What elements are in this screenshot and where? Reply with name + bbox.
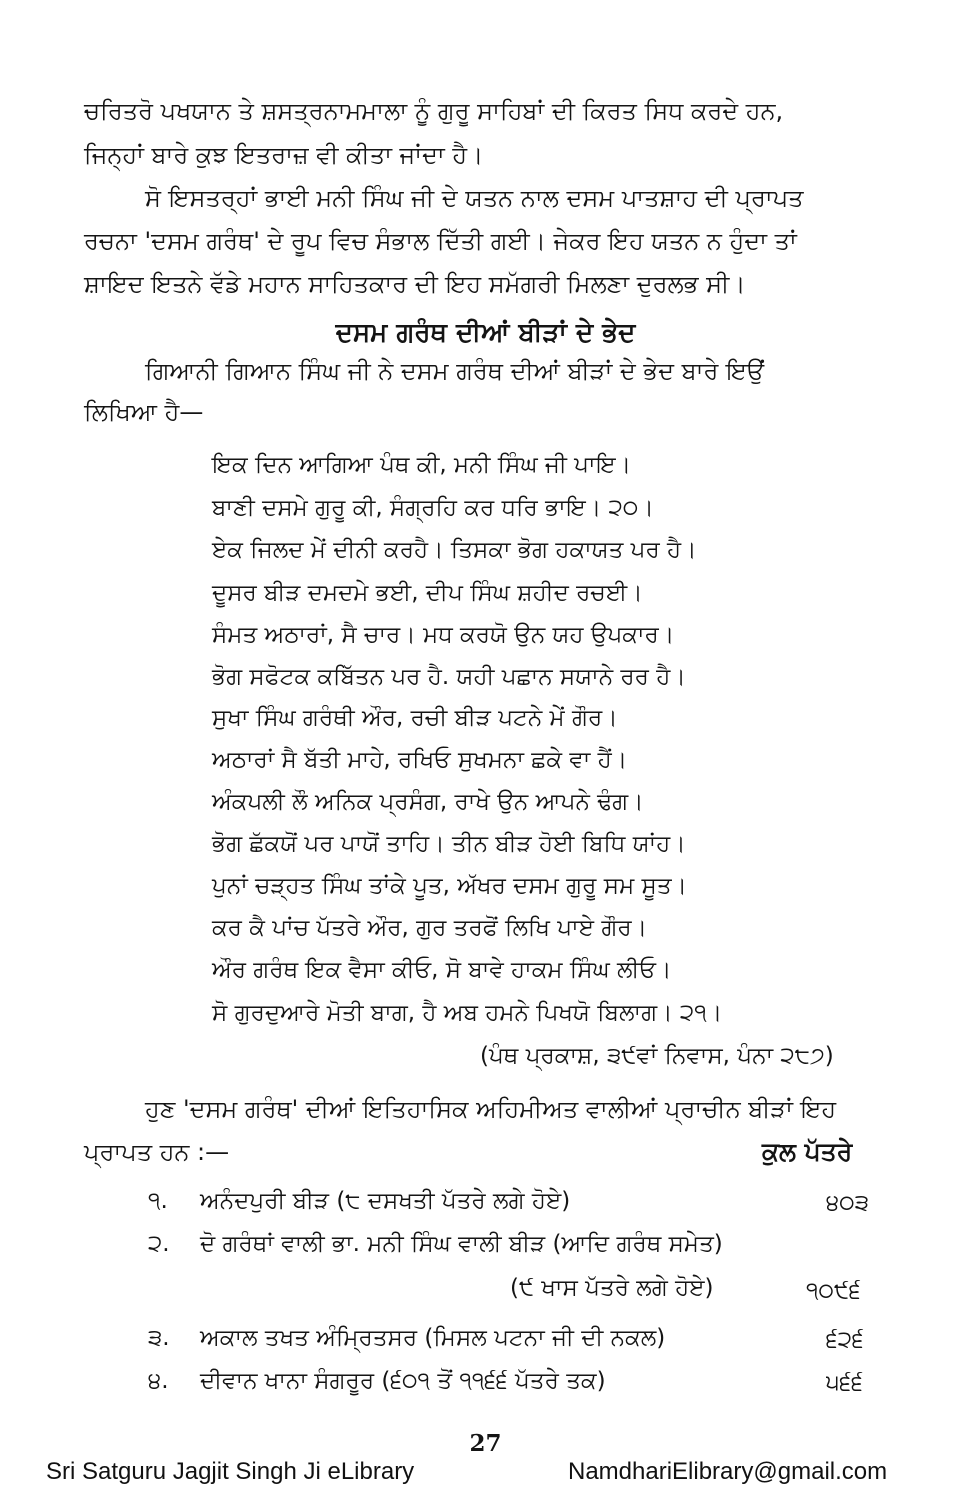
paragraph-line: ਸੋ ਇਸਤਰ੍ਹਾਂ ਭਾਈ ਮਨੀ ਸਿੰਘ ਜੀ ਦੇ ਯਤਨ ਨਾਲ ਦਸਮ ਪਾਤਸ਼ਾਹ ਦੀ ਪ੍ਰਾਪਤ — [145, 184, 804, 212]
verse-line: ਦੂਸਰ ਬੀੜ ਦਮਦਮੇ ਭਈ, ਦੀਪ ਸਿੰਘ ਸ਼ਹੀਦ ਰਚਈ। — [212, 580, 643, 606]
paragraph-line: ਪ੍ਰਾਪਤ ਹਨ :— — [84, 1138, 230, 1166]
verse-line: ਸੋ ਗੁਰਦੁਆਰੇ ਮੋਤੀ ਬਾਗ, ਹੈ ਅਬ ਹਮਨੇ ਪਿਖਯੋ ਬਿਲਾਗ। ੨੧। — [212, 1000, 723, 1026]
item-count: ੫੬੬ — [826, 1370, 863, 1396]
verse-line: ਇਕ ਦਿਨ ਆਗਿਆ ਪੰਥ ਕੀ, ਮਨੀ ਸਿੰਘ ਜੀ ਪਾਇ। — [212, 452, 632, 478]
citation: (ਪੰਥ ਪ੍ਰਕਾਸ਼, ੩੯ਵਾਂ ਨਿਵਾਸ, ਪੰਨਾ ੨੮੭) — [480, 1043, 834, 1069]
verse-line: ਪੁਨਾਂ ਚੜ੍ਹਤ ਸਿੰਘ ਤਾਂਕੇ ਪੂਤ, ਅੱਖਰ ਦਸਮ ਗੁਰੂ ਸਮ ਸੂਤ। — [212, 873, 688, 899]
item-text: ਅਕਾਲ ਤਖਤ ਅੰਮ੍ਰਿਤਸਰ (ਮਿਸਲ ਪਟਨਾ ਜੀ ਦੀ ਨਕਲ) — [200, 1325, 666, 1351]
page-number: 27 — [469, 1430, 502, 1457]
verse-line: ਅਠਾਰਾਂ ਸੈ ਬੱਤੀ ਮਾਹੇ, ਰਖਿਓ ਸੁਖਮਨਾ ਛਕੇ ਵਾ ਹੈਂ। — [212, 747, 628, 773]
total-leaves-header: ਕੁਲ ਪੱਤਰੇ — [762, 1137, 853, 1166]
paragraph-line: ਲਿਖਿਆ ਹੈ— — [84, 398, 204, 426]
paragraph-line: ਹੁਣ 'ਦਸਮ ਗਰੰਥ' ਦੀਆਂ ਇਤਿਹਾਸਿਕ ਅਹਿਮੀਅਤ ਵਾਲੀਆਂ ਪ੍ਰਾਚੀਨ ਬੀੜਾਂ ਇਹ — [145, 1095, 837, 1123]
item-number: ੨. — [148, 1231, 170, 1257]
footer-library-name: Sri Satguru Jagjit Singh Ji eLibrary — [46, 1458, 415, 1485]
item-number: ੧. — [148, 1188, 168, 1214]
item-number: ੪. — [148, 1368, 169, 1394]
item-count: ੬੨੬ — [826, 1327, 864, 1353]
paragraph-line: ਗਿਆਨੀ ਗਿਆਨ ਸਿੰਘ ਜੀ ਨੇ ਦਸਮ ਗਰੰਥ ਦੀਆਂ ਬੀੜਾਂ ਦੇ ਭੇਦ ਬਾਰੇ ਇਉਂ — [145, 357, 765, 385]
verse-line: ਭੋਗ ਛੱਕਯੋਂ ਪਰ ਪਾਯੋਂ ਤਾਹਿ। ਤੀਨ ਬੀੜ ਹੋਈ ਬਿਧਿ ਯਾਂਹ। — [212, 831, 686, 857]
item-subtext: (੯ ਖਾਸ ਪੱਤਰੇ ਲਗੇ ਹੋਏ) — [510, 1275, 714, 1301]
item-number: ੩. — [148, 1325, 170, 1351]
section-heading: ਦਸਮ ਗਰੰਥ ਦੀਆਂ ਬੀੜਾਂ ਦੇ ਭੇਦ — [335, 318, 636, 348]
item-text: ਅਨੰਦਪੁਰੀ ਬੀੜ (੮ ਦਸਖਤੀ ਪੱਤਰੇ ਲਗੇ ਹੋਏ) — [200, 1188, 571, 1214]
item-count: ੪੦੩ — [826, 1190, 870, 1216]
item-count: ੧੦੯੬ — [806, 1278, 861, 1304]
paragraph-line: ਰਚਨਾ 'ਦਸਮ ਗਰੰਥ' ਦੇ ਰੂਪ ਵਿਚ ਸੰਭਾਲ ਦਿੱਤੀ ਗਈ। ਜੇਕਰ ਇਹ ਯਤਨ ਨ ਹੁੰਦਾ ਤਾਂ — [84, 227, 797, 255]
item-text: ਦੀਵਾਨ ਖਾਨਾ ਸੰਗਰੂਰ (੬੦੧ ਤੋਂ ੧੧੬੬ ਪੱਤਰੇ ਤਕ) — [200, 1368, 606, 1394]
verse-line: ਭੋਗ ਸਫੋਟਕ ਕਬਿੱਤਨ ਪਰ ਹੈ. ਯਹੀ ਪਛਾਨ ਸਯਾਨੇ ਰਰ ਹੈ। — [212, 664, 686, 690]
intro-line: ਜਿਨ੍ਹਾਂ ਬਾਰੇ ਕੁਝ ਇਤਰਾਜ਼ ਵੀ ਕੀਤਾ ਜਾਂਦਾ ਹੈ। — [84, 141, 484, 169]
verse-line: ਕਰ ਕੈ ਪਾਂਚ ਪੱਤਰੇ ਔਰ, ਗੁਰ ਤਰਫੋਂ ਲਿਖਿ ਪਾਏ ਗੌਰ। — [212, 915, 648, 941]
verse-line: ਬਾਣੀ ਦਸਮੇ ਗੁਰੂ ਕੀ, ਸੰਗ੍ਰਹਿ ਕਰ ਧਰਿ ਭਾਇ। ੨੦। — [212, 495, 654, 521]
verse-line: ਔਰ ਗਰੰਥ ਇਕ ਵੈਸਾ ਕੀਓ, ਸੋ ਬਾਵੇ ਹਾਕਮ ਸਿੰਘ ਲੀਓ। — [212, 957, 672, 983]
verse-line: ਸੁਖਾ ਸਿੰਘ ਗਰੰਥੀ ਔਰ, ਰਚੀ ਬੀੜ ਪਟਨੇ ਮੇਂ ਗੌਰ। — [212, 705, 618, 731]
paragraph-line: ਸ਼ਾਇਦ ਇਤਨੇ ਵੱਡੇ ਮਹਾਨ ਸਾਹਿਤਕਾਰ ਦੀ ਇਹ ਸਮੱਗਰੀ ਮਿਲਣਾ ਦੁਰਲਭ ਸੀ। — [84, 270, 746, 298]
footer-email: NamdhariElibrary@gmail.com — [568, 1458, 888, 1485]
verse-line: ਅੰਕਪਲੀ ਲੌ ਅਨਿਕ ਪ੍ਰਸੰਗ, ਰਾਖੇ ਉਨ ਆਪਨੇ ਢੰਗ। — [212, 789, 644, 815]
verse-line: ਸੰਮਤ ਅਠਾਰਾਂ, ਸੈ ਚਾਰ। ਮਧ ਕਰਯੋ ਉਨ ਯਹ ਉਪਕਾਰ। — [212, 622, 675, 648]
item-text: ਦੋ ਗਰੰਥਾਂ ਵਾਲੀ ਭਾ. ਮਨੀ ਸਿੰਘ ਵਾਲੀ ਬੀੜ (ਆਦਿ ਗਰੰਥ ਸਮੇਤ) — [200, 1231, 723, 1257]
verse-line: ਏਕ ਜਿਲਦ ਮੇਂ ਦੀਨੀ ਕਰਹੈ। ਤਿਸਕਾ ਭੋਗ ਹਕਾਯਤ ਪਰ ਹੈ। — [212, 537, 697, 563]
intro-line: ਚਰਿਤਰੋ ਪਖਯਾਨ ਤੇ ਸ਼ਸਤ੍ਰਨਾਮਮਾਲਾ ਨੂੰ ਗੁਰੂ ਸਾਹਿਬਾਂ ਦੀ ਕਿਰਤ ਸਿਧ ਕਰਦੇ ਹਨ, — [84, 97, 784, 125]
